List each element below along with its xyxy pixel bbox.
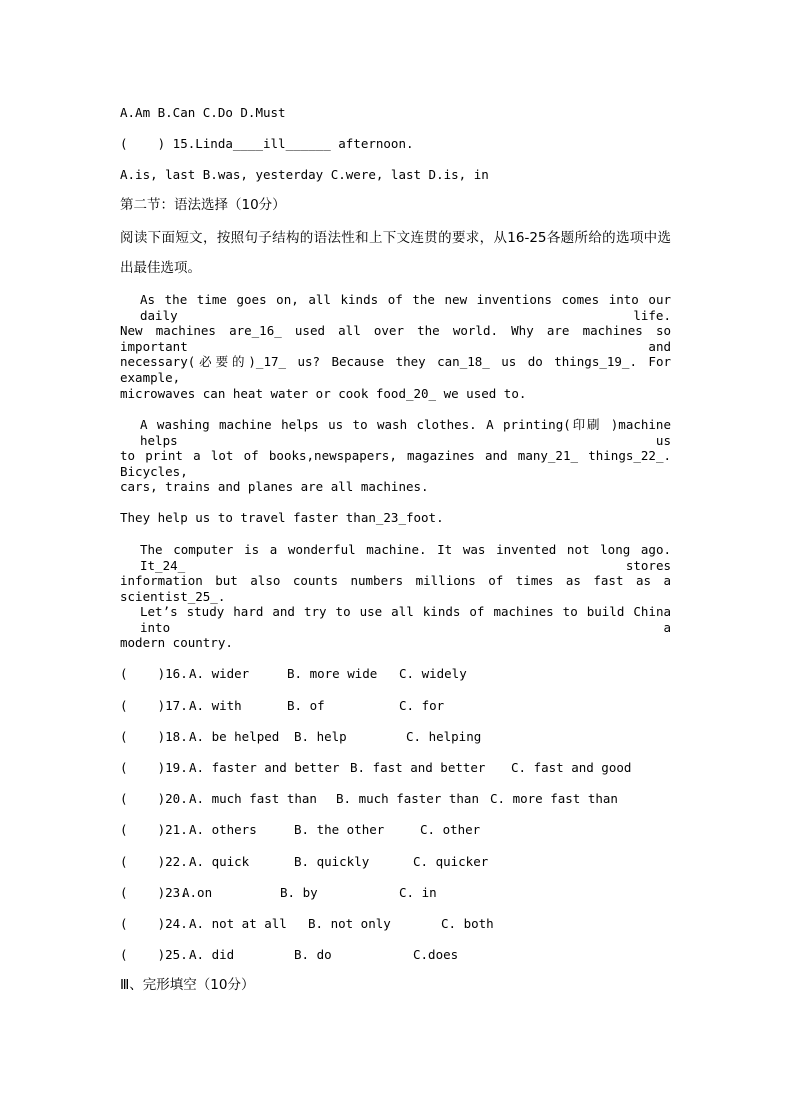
option-b: B. by [280, 885, 318, 900]
option-a: A. not at all [189, 916, 287, 931]
passage-line: modern country. [120, 635, 233, 650]
passage-line: The computer is a wonderful machine. It was invented not long ago. It_24_ stores [140, 542, 671, 573]
passage-line: to print a lot of books,newspapers, magazines and many_21_ things_22_. Bicycles, [120, 448, 671, 479]
passage-line: cars, trains and planes are all machines. [120, 479, 429, 494]
option-b: B. do [294, 947, 332, 962]
question-number: ( )24. [120, 916, 188, 931]
section2-title: 第二节：语法选择（10分） [120, 197, 286, 213]
question-number: ( )21. [120, 822, 188, 837]
section2-instruction-line1: 阅读下面短文，按照句子结构的语法性和上下文连贯的要求，从16-25各题所给的选项中选 [120, 230, 671, 246]
q15-options: A.is, last B.was, yesterday C.were, last D.is, in [120, 167, 489, 182]
passage-line: As the time goes on, all kinds of the new inventions comes into our daily life. [140, 292, 671, 323]
passage-line: New machines are_16_ used all over the world. Why are machines so important and [120, 323, 671, 354]
option-b: B. the other [294, 822, 385, 837]
q14-options: A.Am B.Can C.Do D.Must [120, 105, 286, 120]
question-number: ( )17. [120, 698, 188, 713]
option-b: B. much faster than [336, 791, 479, 806]
question-number: ( )18. [120, 729, 188, 744]
option-b: B. more wide [287, 666, 378, 681]
option-c: C. quicker [413, 854, 489, 869]
option-c: C. widely [399, 666, 467, 681]
option-c: C.does [413, 947, 459, 962]
passage-line: necessary(必要的)_17_ us? Because they can_18_ us do things_19_. For example, [120, 354, 671, 385]
section2-instruction-line2: 出最佳选项。 [120, 260, 201, 276]
passage-line: information but also counts numbers millions of times as fast as a scientist_25_. [120, 573, 671, 604]
option-a: A. did [189, 947, 235, 962]
section3-title: Ⅲ、完形填空（10分） [120, 977, 255, 993]
option-b: B. help [294, 729, 347, 744]
option-a: A. quick [189, 854, 250, 869]
option-a: A. faster and better [189, 760, 340, 775]
question-number: ( )20. [120, 791, 188, 806]
option-c: C. both [441, 916, 494, 931]
option-a: A.on [182, 885, 213, 900]
option-c: C. other [420, 822, 481, 837]
option-c: C. more fast than [490, 791, 618, 806]
option-b: B. fast and better [350, 760, 486, 775]
option-a: A. be helped [189, 729, 280, 744]
option-b: B. of [287, 698, 325, 713]
question-number: ( )25. [120, 947, 188, 962]
question-number: ( )19. [120, 760, 188, 775]
option-a: A. much fast than [189, 791, 317, 806]
question-number: ( )23. [120, 885, 188, 900]
option-b: B. not only [308, 916, 391, 931]
passage-line: They help us to travel faster than_23_foot. [120, 510, 444, 525]
option-a: A. others [189, 822, 257, 837]
question-number: ( )16. [120, 666, 188, 681]
q15-stem: ( ) 15.Linda____ill______ afternoon. [120, 136, 414, 151]
option-c: C. in [399, 885, 437, 900]
passage-line: Let’s study hard and try to use all kinds of machines to build China into a [140, 604, 671, 635]
passage-line: A washing machine helps us to wash clothes. A printing(印刷 )machine helps us [140, 417, 671, 448]
option-a: A. wider [189, 666, 250, 681]
option-b: B. quickly [294, 854, 370, 869]
option-c: C. helping [406, 729, 482, 744]
option-a: A. with [189, 698, 242, 713]
question-number: ( )22. [120, 854, 188, 869]
option-c: C. for [399, 698, 445, 713]
option-c: C. fast and good [511, 760, 632, 775]
passage-line: microwaves can heat water or cook food_20_ we used to. [120, 386, 527, 401]
